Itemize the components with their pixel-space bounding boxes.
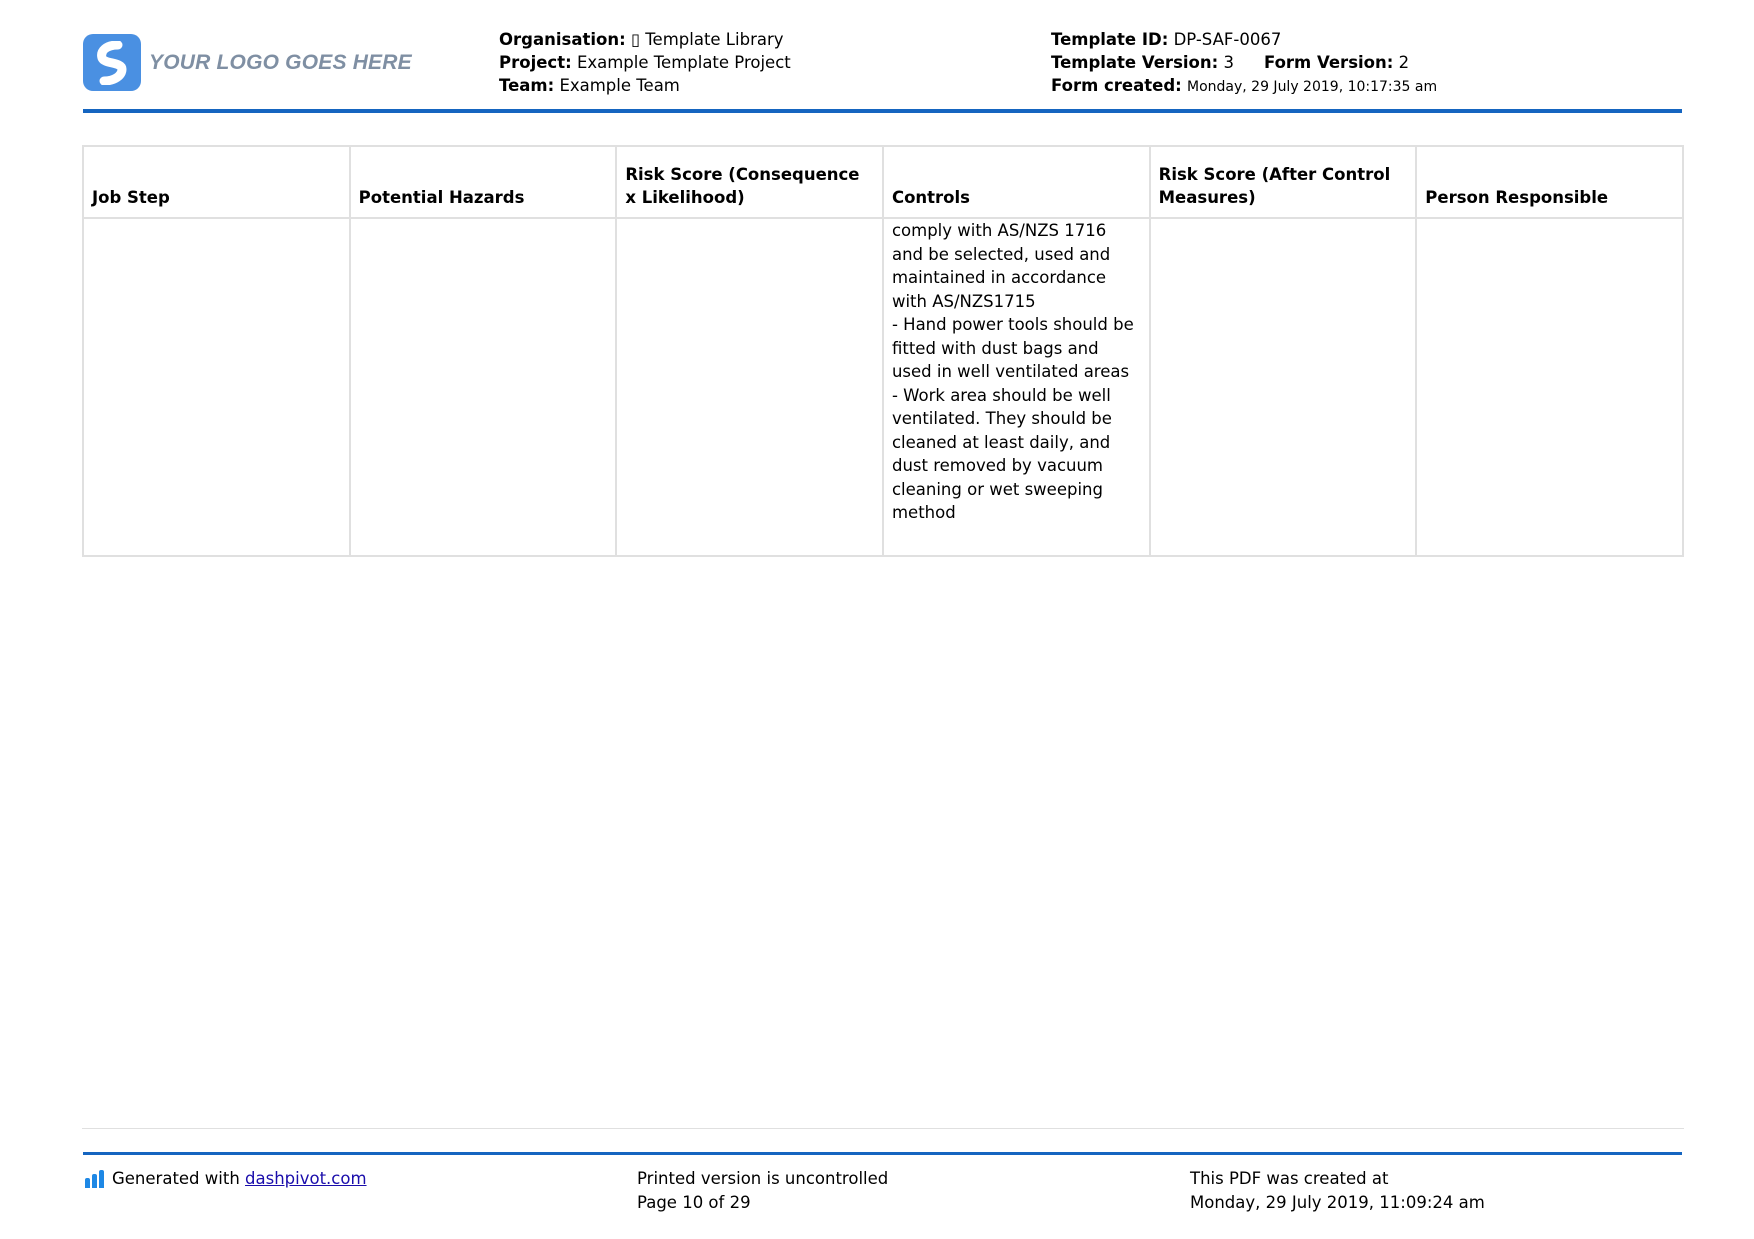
cell-person-responsible <box>1416 218 1683 556</box>
header-meta-project <box>499 28 791 97</box>
organisation-line <box>499 28 791 51</box>
team-label: Team: <box>499 76 555 95</box>
form-created-label: Form created: <box>1051 76 1182 95</box>
form-created-value: Monday, 29 July 2019, 10:17:35 am <box>1187 79 1438 95</box>
cell-controls <box>883 218 1150 556</box>
table-row <box>83 218 1683 556</box>
form-created-line <box>1051 74 1437 99</box>
footer-thin-divider <box>82 1128 1684 1129</box>
column-header-controls: Controls <box>883 146 1150 218</box>
header-meta-template <box>1051 28 1437 99</box>
version-line <box>1051 51 1437 74</box>
bar-chart-icon <box>85 1170 104 1188</box>
generated-prefix: Generated with <box>112 1169 246 1188</box>
column-header-job-step: Job Step <box>83 146 350 218</box>
table-header-row <box>83 146 1683 218</box>
form-version-label: Form Version: <box>1263 53 1394 72</box>
uncontrolled-notice: Printed version is uncontrolled <box>637 1169 889 1188</box>
form-version-value: 2 <box>1398 53 1410 72</box>
project-label: Project: <box>499 53 572 72</box>
team-value: Example Team <box>559 76 680 95</box>
footer-divider <box>83 1152 1682 1155</box>
pdf-created-value: Monday, 29 July 2019, 11:09:24 am <box>1190 1192 1485 1212</box>
footer-page-info <box>637 1167 888 1214</box>
template-id-label: Template ID: <box>1051 30 1169 49</box>
template-version-value: 3 <box>1223 53 1234 72</box>
company-logo <box>83 34 412 91</box>
dashpivot-link[interactable]: dashpivot.com <box>245 1169 367 1188</box>
project-value: Example Template Project <box>576 53 791 72</box>
header-divider <box>83 109 1682 113</box>
organisation-label: Organisation: <box>499 30 626 49</box>
controls-text: comply with AS/NZS 1716 and be selected, used and maintained in accordance with AS/NZS1715 - Hand power tools should be fitted with dust bags and used in well ventilated areas - Work area should be well ventilated. They should be cleaned at least daily, and dust removed by vacuum cleaning or wet sweeping method <box>891 221 1134 522</box>
template-id-value: DP-SAF-0067 <box>1173 30 1282 49</box>
cell-potential-hazards <box>350 218 617 556</box>
hazard-table <box>82 145 1684 557</box>
page-header <box>83 28 1683 110</box>
template-version-label: Template Version: <box>1051 53 1219 72</box>
cell-risk-score <box>616 218 883 556</box>
s-swirl-logo-icon <box>83 34 141 91</box>
page-number: Page 10 of 29 <box>637 1192 751 1212</box>
cell-job-step <box>83 218 350 556</box>
organisation-value: ▯ Template Library <box>630 30 784 49</box>
footer-generated <box>85 1167 367 1191</box>
cell-risk-score-after <box>1150 218 1417 556</box>
team-line <box>499 74 791 97</box>
project-line <box>499 51 791 74</box>
column-header-person-responsible: Person Responsible <box>1416 146 1683 218</box>
logo-placeholder-text: YOUR LOGO GOES HERE <box>149 50 412 74</box>
column-header-risk-score: Risk Score (Consequence x Likelihood) <box>616 146 883 218</box>
pdf-created-label: This PDF was created at <box>1190 1169 1389 1188</box>
footer-pdf-created <box>1190 1167 1485 1214</box>
template-id-line <box>1051 28 1437 51</box>
column-header-risk-score-after: Risk Score (After Control Measures) <box>1150 146 1417 218</box>
column-header-potential-hazards: Potential Hazards <box>350 146 617 218</box>
